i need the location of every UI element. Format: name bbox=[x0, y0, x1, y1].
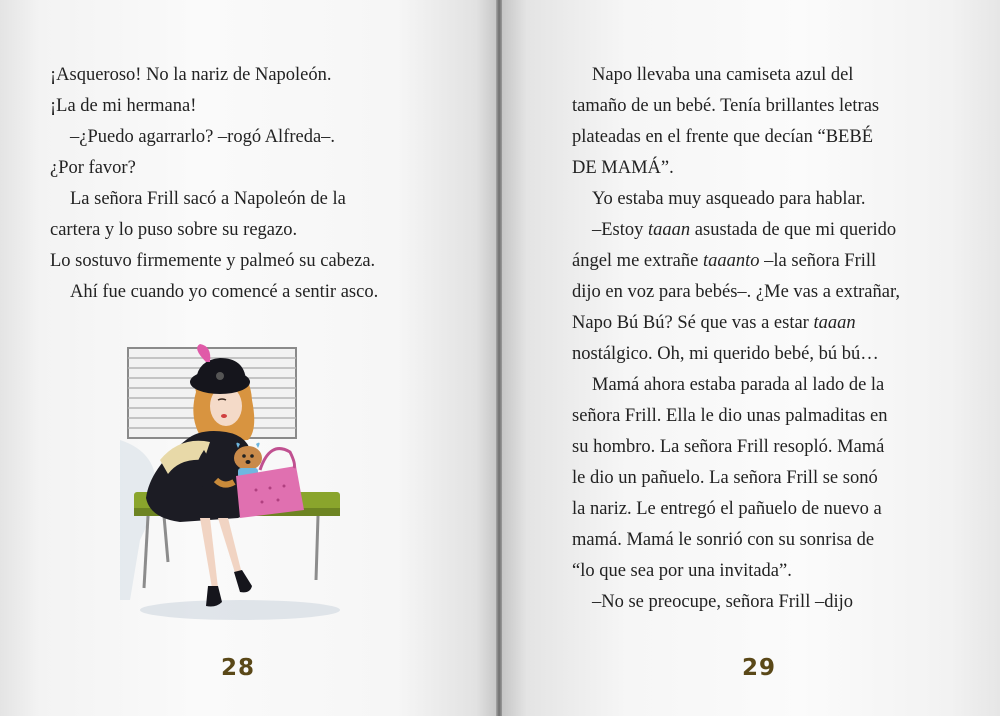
text-line bbox=[572, 308, 992, 339]
text-run: –Estoy bbox=[592, 220, 649, 240]
text-line: Lo sostuvo firmemente y palmeó su cabeza. bbox=[50, 251, 376, 271]
text-line: cartera y lo puso sobre su regazo. bbox=[50, 220, 298, 240]
text-line bbox=[572, 215, 992, 246]
text-line: Napo llevaba una camiseta azul del bbox=[592, 65, 854, 85]
left-page bbox=[0, 0, 496, 716]
text-run: ángel me extrañe bbox=[572, 251, 703, 271]
text-line: su hombro. La señora Frill resopló. Mamá bbox=[572, 437, 885, 457]
text-line: ¡La de mi hermana! bbox=[50, 96, 197, 116]
right-page-text bbox=[572, 60, 992, 618]
text-line bbox=[572, 246, 992, 277]
text-run: asustada de que mi querido bbox=[690, 220, 897, 240]
emphasis-text: taaan bbox=[813, 313, 856, 333]
emphasis-text: taaan bbox=[648, 220, 691, 240]
text-line: Ahí fue cuando yo comencé a sentir asco. bbox=[70, 282, 379, 302]
text-run: Napo Bú Bú? Sé que vas a estar bbox=[572, 313, 814, 333]
text-line: –No se preocupe, señora Frill –dijo bbox=[592, 592, 853, 612]
text-line: plateadas en el frente que decían “BEBÉ bbox=[572, 127, 873, 147]
page-number: 29 bbox=[742, 655, 777, 681]
text-line: señora Frill. Ella le dio unas palmaditas en bbox=[572, 406, 888, 426]
text-line: “lo que sea por una invitada”. bbox=[572, 561, 792, 581]
text-line: DE MAMÁ”. bbox=[572, 158, 674, 178]
emphasis-text: taaanto bbox=[702, 251, 760, 271]
text-line: tamaño de un bebé. Tenía brillantes letras bbox=[572, 96, 880, 116]
text-line: dijo en voz para bebés–. ¿Me vas a extrañar, bbox=[572, 282, 901, 302]
text-line: le dio un pañuelo. La señora Frill se sonó bbox=[572, 468, 878, 488]
text-line: Mamá ahora estaba parada al lado de la bbox=[592, 375, 885, 395]
left-page-text bbox=[50, 60, 470, 308]
text-line: Yo estaba muy asqueado para hablar. bbox=[592, 189, 866, 209]
right-page bbox=[502, 0, 1000, 716]
text-line: La señora Frill sacó a Napoleón de la bbox=[70, 189, 346, 209]
text-line: ¡Asqueroso! No la nariz de Napoleón. bbox=[50, 65, 332, 85]
text-run: –la señora Frill bbox=[759, 251, 877, 271]
text-line: ¿Por favor? bbox=[50, 158, 136, 178]
page-number: 28 bbox=[221, 655, 256, 681]
text-line: –¿Puedo agarrarlo? –rogó Alfreda–. bbox=[70, 127, 336, 147]
text-line: nostálgico. Oh, mi querido bebé, bú bú… bbox=[572, 344, 879, 364]
illustration-woman-with-dog bbox=[120, 340, 360, 630]
text-line: mamá. Mamá le sonrió con su sonrisa de bbox=[572, 530, 875, 550]
text-line: la nariz. Le entregó el pañuelo de nuevo a bbox=[572, 499, 882, 519]
